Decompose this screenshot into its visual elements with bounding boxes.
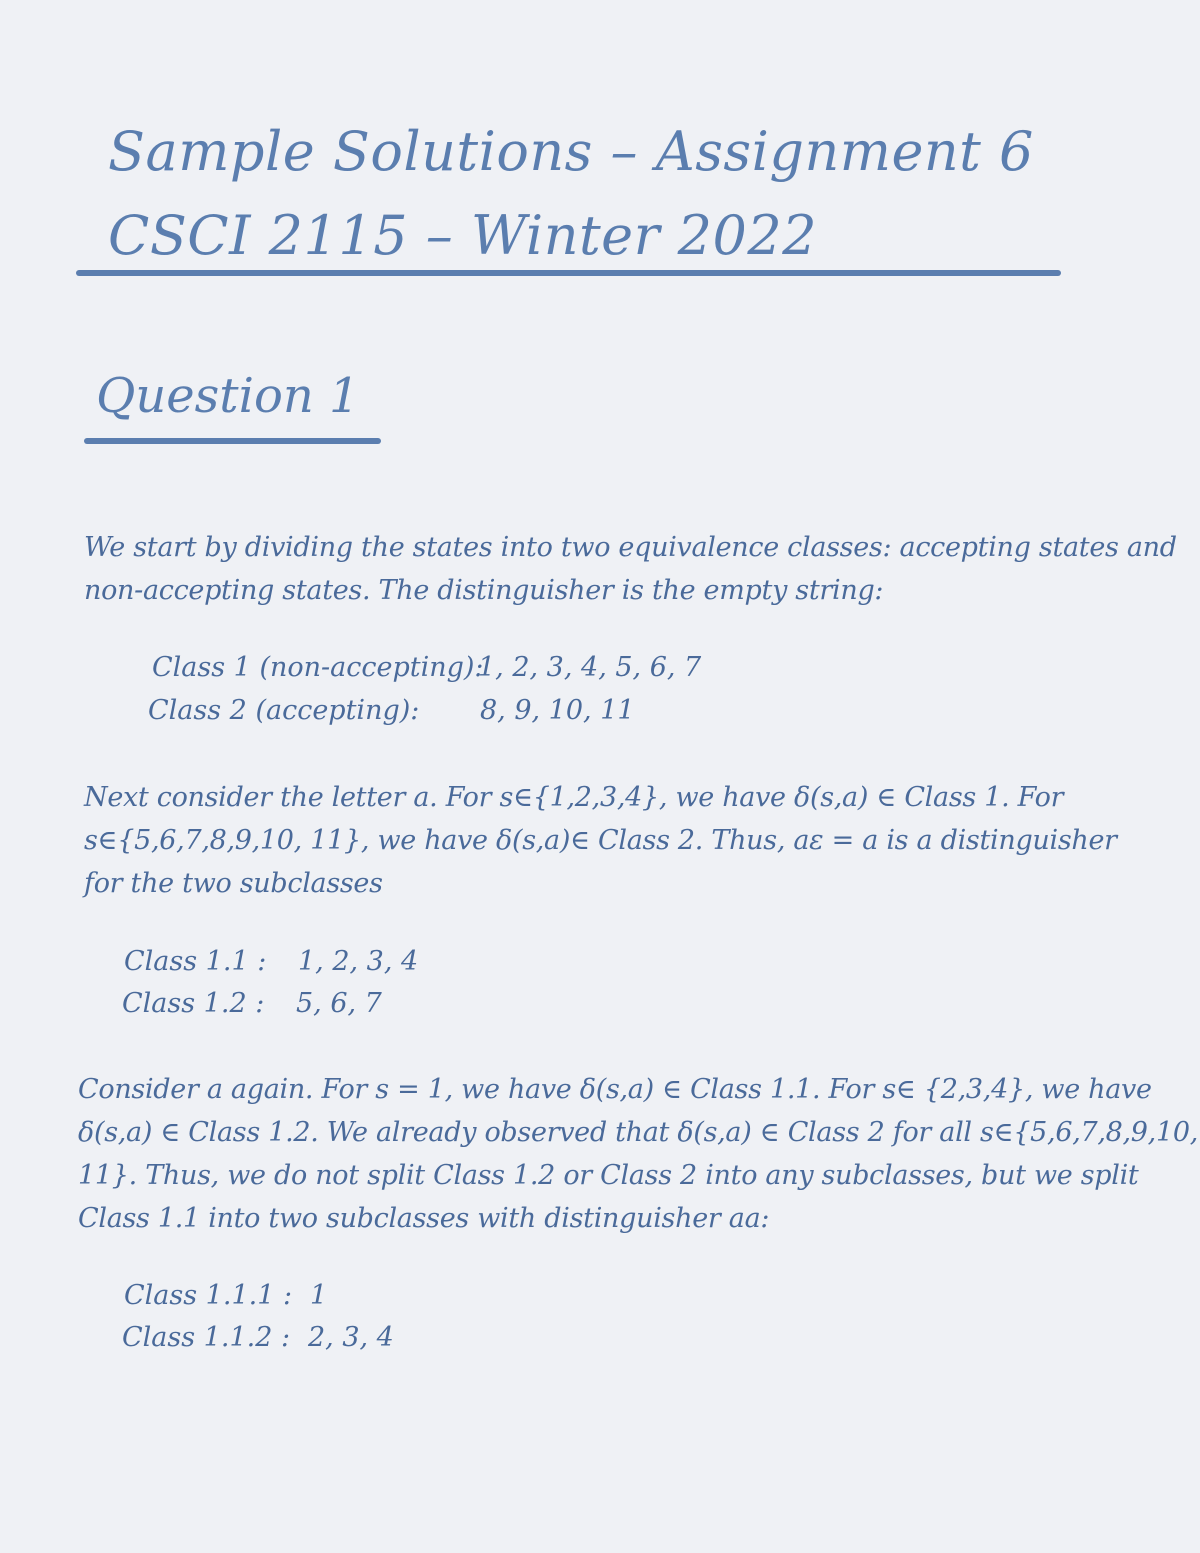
title-line-2: CSCI 2115 – Winter 2022 xyxy=(108,204,818,267)
paragraph-line: for the two subclasses xyxy=(84,868,383,899)
paragraph-line: s∈{5,6,7,8,9,10, 11}, we have δ(s,a)∈ Class 2. Thus, aε = a is a distinguisher xyxy=(84,825,1117,856)
class-row xyxy=(152,652,702,683)
class-name: Class 1 (non-accepting): xyxy=(152,652,484,683)
class-row xyxy=(124,1280,328,1311)
question-underline xyxy=(84,438,381,444)
paragraph-a-again xyxy=(78,1068,1198,1240)
paragraph-line: Consider a again. For s = 1, we have δ(s,a) ∈ Class 1.1. For s∈ {2,3,4}, we have xyxy=(78,1074,1152,1105)
title-line-1: Sample Solutions – Assignment 6 xyxy=(108,120,1034,183)
class-members: 1 xyxy=(310,1280,328,1311)
class-name: Class 2 (accepting): xyxy=(148,695,420,726)
class-members: 1, 2, 3, 4 xyxy=(298,946,419,977)
class-row xyxy=(122,988,382,1019)
class-name: Class 1.1 : xyxy=(124,946,267,977)
paragraph-line: We start by dividing the states into two equivalence classes: accepting states and xyxy=(84,532,1177,563)
class-name: Class 1.1.1 : xyxy=(124,1280,293,1311)
document-title xyxy=(108,110,1034,278)
question-heading: Question 1 xyxy=(96,368,360,424)
title-underline xyxy=(76,270,1061,276)
class-row xyxy=(124,946,419,977)
paragraph-line: 11}. Thus, we do not split Class 1.2 or Class 2 into any subclasses, but we split xyxy=(78,1160,1139,1191)
paragraph-line: Class 1.1 into two subclasses with distinguisher aa: xyxy=(78,1203,770,1234)
class-name: Class 1.2 : xyxy=(122,988,265,1019)
class-members: 8, 9, 10, 11 xyxy=(480,695,635,726)
class-members: 1, 2, 3, 4, 5, 6, 7 xyxy=(478,652,702,683)
paragraph-letter-a xyxy=(84,776,1117,905)
class-row xyxy=(122,1322,394,1353)
paragraph-line: non-accepting states. The distinguisher is the empty string: xyxy=(84,575,884,606)
class-name: Class 1.1.2 : xyxy=(122,1322,291,1353)
paragraph-line: Next consider the letter a. For s∈{1,2,3,4}, we have δ(s,a) ∈ Class 1. For xyxy=(84,782,1064,813)
class-row xyxy=(148,695,635,726)
paragraph-line: δ(s,a) ∈ Class 1.2. We already observed that δ(s,a) ∈ Class 2 for all s∈{5,6,7,8,9,10, xyxy=(78,1117,1199,1148)
paragraph-intro xyxy=(84,526,1177,612)
class-members: 2, 3, 4 xyxy=(308,1322,394,1353)
class-members: 5, 6, 7 xyxy=(296,988,382,1019)
